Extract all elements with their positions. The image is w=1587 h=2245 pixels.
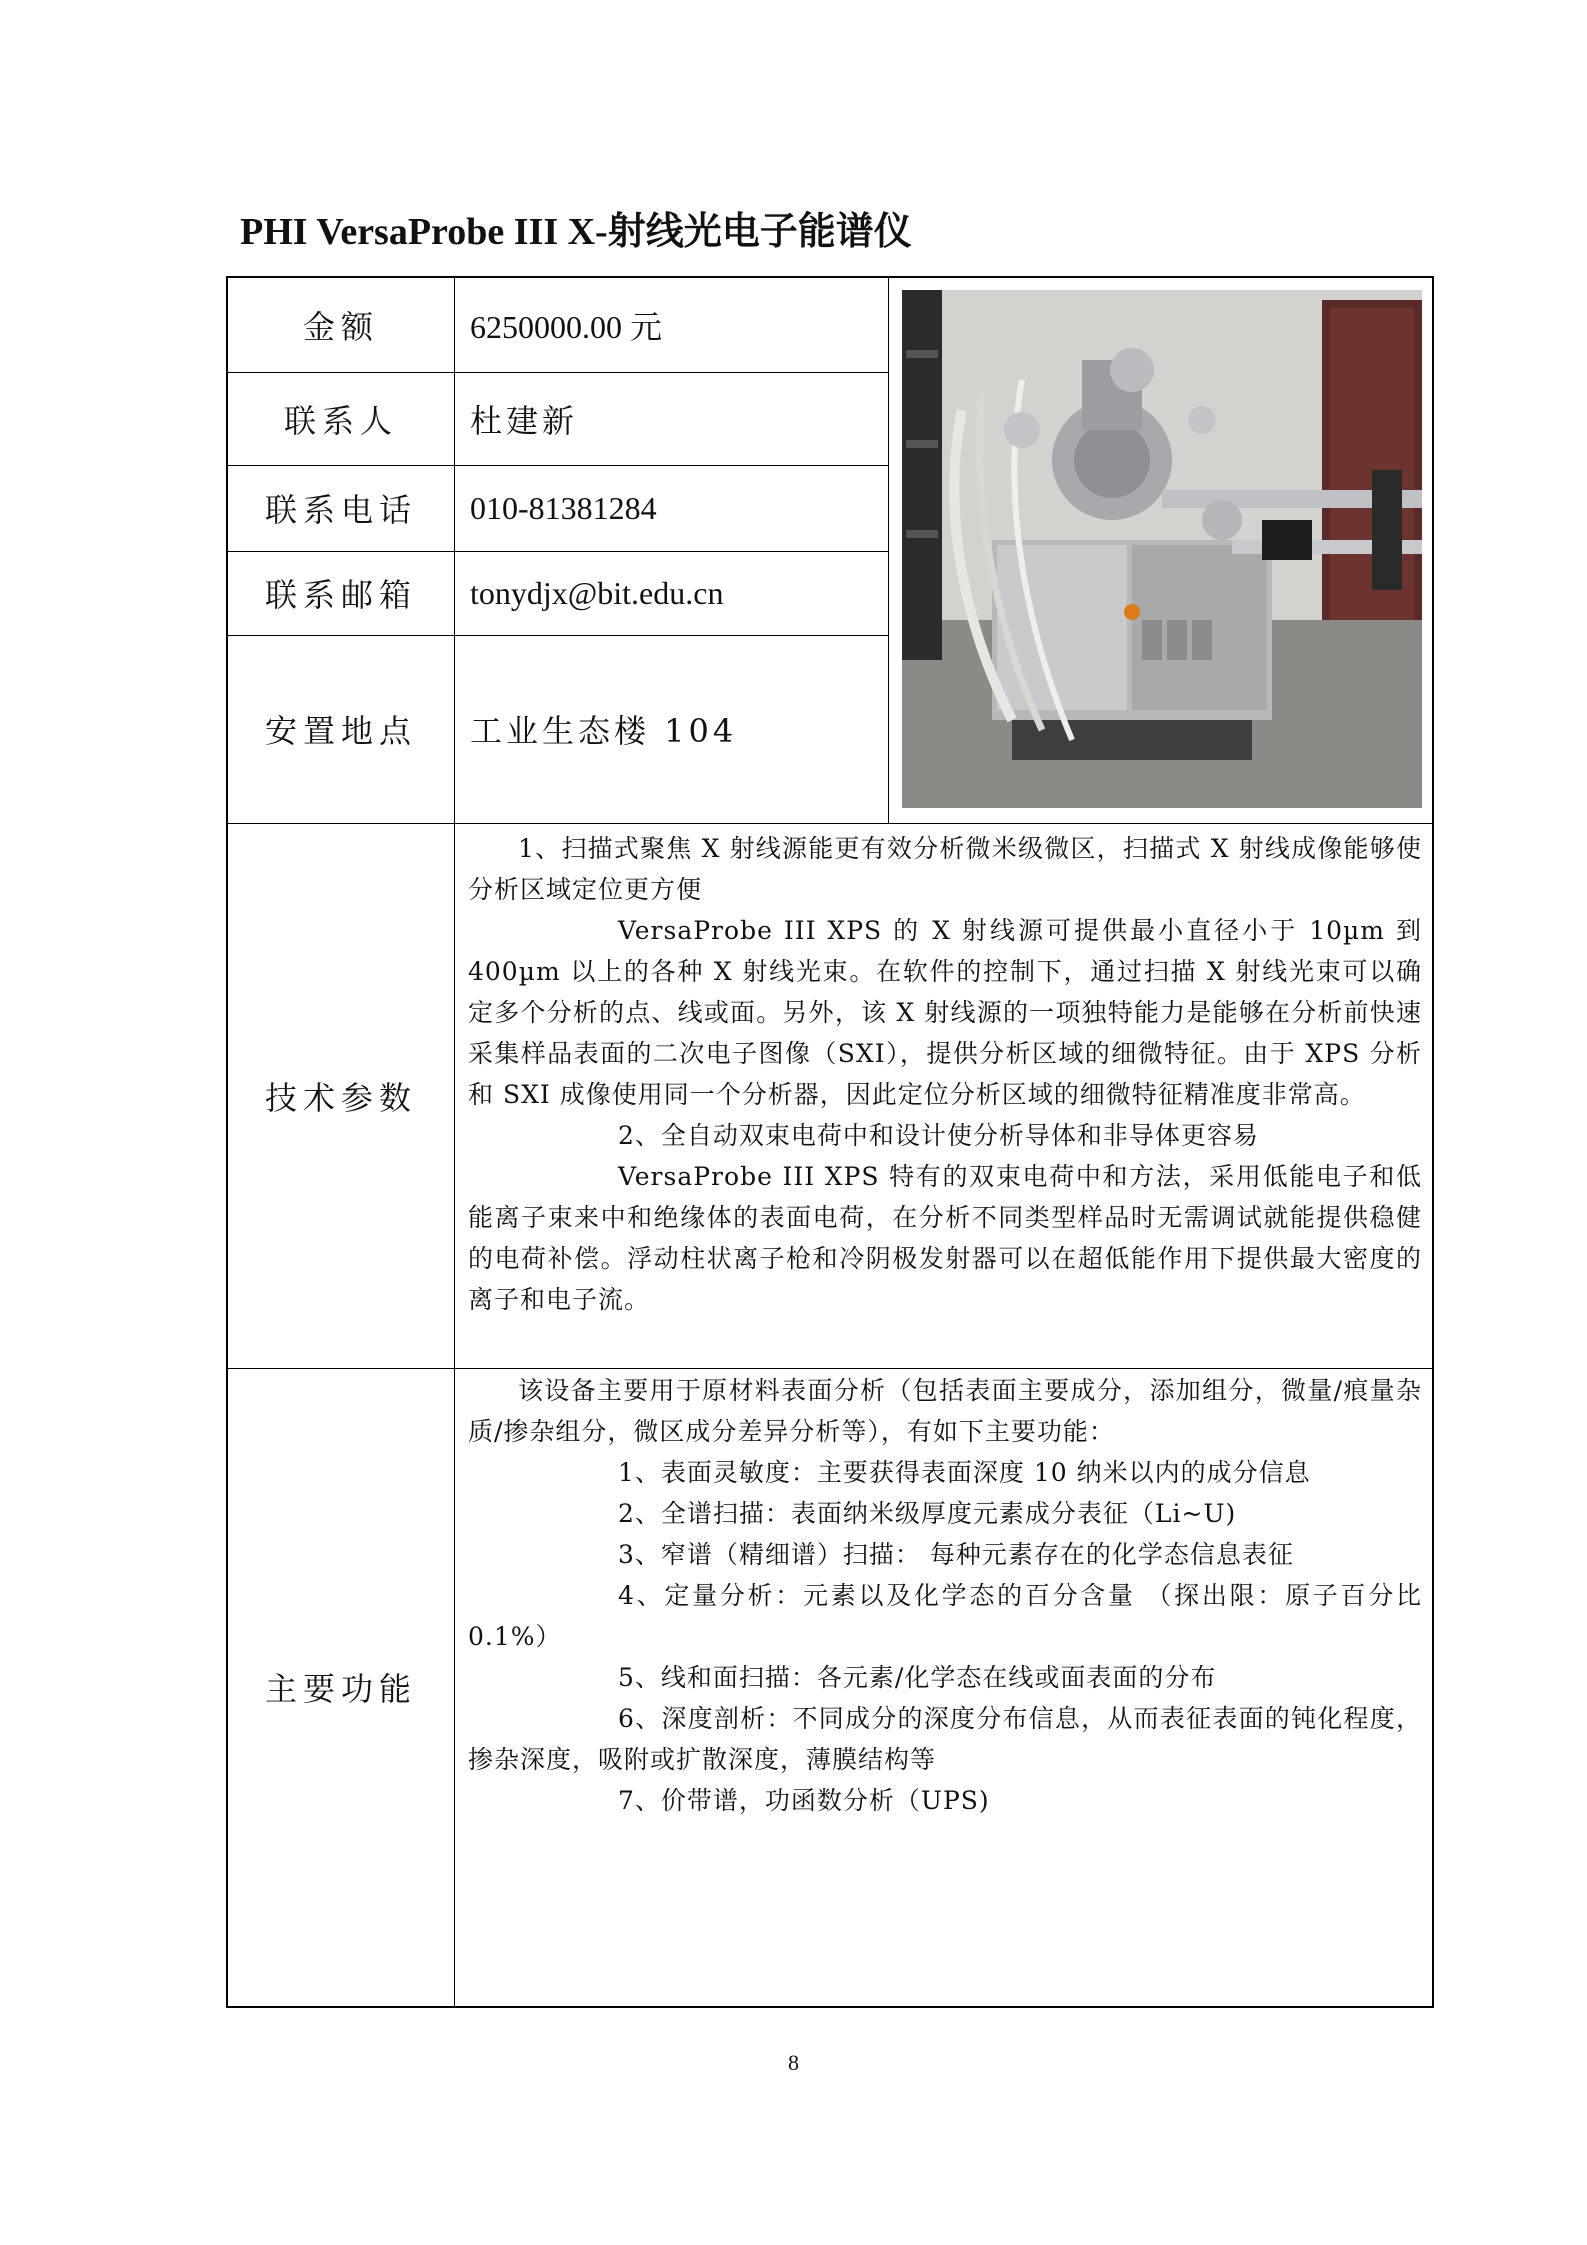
tech-paragraph-2: VersaProbe III XPS 的 X 射线源可提供最小直径小于 10µm 到 400µm 以上的各种 X 射线光束。在软件的控制下，通过扫描 X 射线光束可以确定多个分析的点、线或面。另外，该 X 射线源的一项独特能力是能够在分析前快速采集样品表面的二次电子图像（SXI），提供分析区域的细微特征。由于 XPS 分析和 SXI 成像使用同一个分析器，因此定位分析区域的细微特征精准度非常高。 <box>468 916 1422 1109</box>
email-label: 联系邮箱 <box>264 576 417 614</box>
amount-value: 6250000.00 元 <box>470 309 663 345</box>
xps-instrument-image <box>902 290 1422 808</box>
tech-paragraph-1: 1、扫描式聚焦 X 射线源能更有效分析微米级微区，扫描式 X 射线成像能够使分析区域定位更方便 <box>468 834 1422 904</box>
tech-paragraph-4: VersaProbe III XPS 特有的双束电荷中和方法，采用低能电子和低能离子束来中和绝缘体的表面电荷，在分析不同类型样品时无需调试就能提供稳健的电荷补偿。浮动柱状离子枪和冷阴极发射器可以在超低能作用下提供最大密度的离子和电子流。 <box>468 1162 1422 1314</box>
document-title: PHI VersaProbe III X-射线光电子能谱仪 <box>240 211 912 253</box>
column-divider <box>454 278 455 2006</box>
function-item: 2、全谱扫描：表面纳米级厚度元素成分表征（Li~U) <box>618 1499 1237 1528</box>
function-item: 7、价带谱，功函数分析（UPS) <box>618 1786 990 1815</box>
email-value: tonydjx@bit.edu.cn <box>470 574 724 611</box>
phone-value: 010-81381284 <box>470 489 657 526</box>
contact-label: 联系人 <box>283 401 398 440</box>
main-intro: 该设备主要用于原材料表面分析（包括表面主要成分，添加组分，微量/痕量杂质/掺杂组分，微区成分差异分析等），有如下主要功能： <box>468 1376 1422 1446</box>
location-value: 工业生态楼 104 <box>470 712 738 750</box>
main-functions-label: 主要功能 <box>264 1670 417 1708</box>
location-label: 安置地点 <box>264 712 417 750</box>
function-item: 6、深度剖析：不同成分的深度分布信息，从而表征表面的钝化程度，掺杂深度，吸附或扩散深度，薄膜结构等 <box>468 1704 1422 1774</box>
contact-value: 杜建新 <box>470 401 579 440</box>
equipment-table <box>226 276 1434 2008</box>
column-divider <box>888 278 889 823</box>
page-number: 8 <box>788 2050 799 2075</box>
function-item: 4、定量分析：元素以及化学态的百分含量 （探出限：原子百分比 0.1%） <box>468 1581 1422 1651</box>
tech-params-content <box>468 828 1422 1320</box>
main-functions-content <box>468 1370 1422 1821</box>
function-item: 5、线和面扫描：各元素/化学态在线或面表面的分布 <box>618 1663 1217 1692</box>
function-item: 3、窄谱（精细谱）扫描： 每种元素存在的化学态信息表征 <box>618 1540 1294 1569</box>
function-item: 1、表面灵敏度：主要获得表面深度 10 纳米以内的成分信息 <box>618 1458 1311 1487</box>
phone-label: 联系电话 <box>264 491 417 529</box>
instrument-photo <box>902 290 1422 808</box>
amount-label: 金额 <box>302 308 379 346</box>
tech-params-label: 技术参数 <box>264 1078 417 1117</box>
tech-paragraph-3: 2、全自动双束电荷中和设计使分析导体和非导体更容易 <box>618 1121 1259 1150</box>
